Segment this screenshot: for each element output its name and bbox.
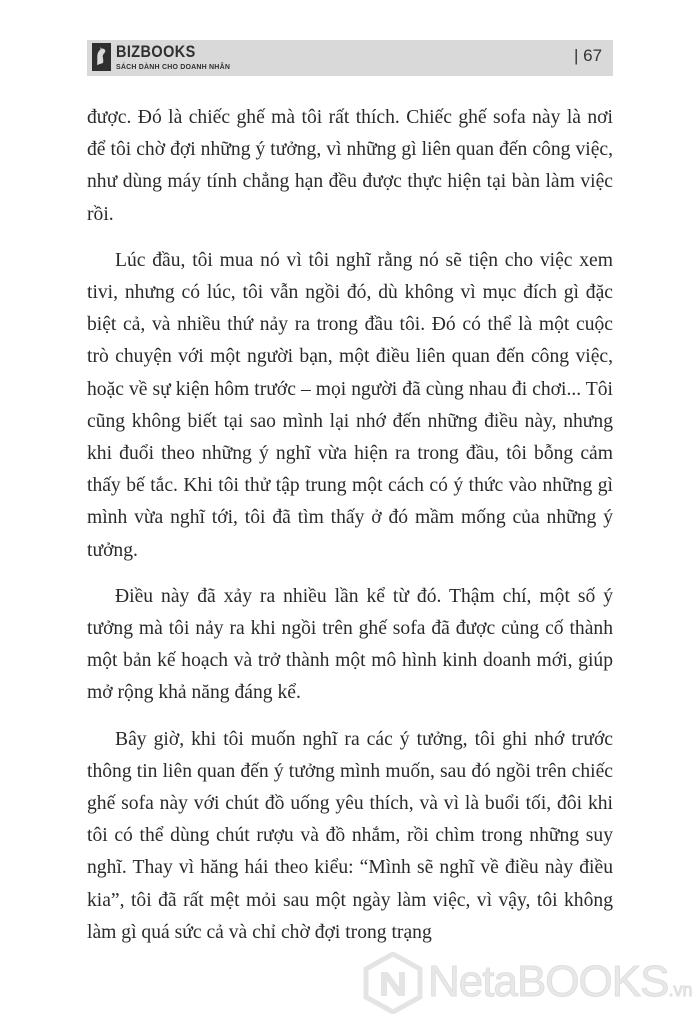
bizbooks-logo xyxy=(92,41,231,75)
paragraph-1: được. Đó là chiếc ghế mà tôi rất thích. Chiếc ghế sofa này là nơi để tôi chờ đợi những ý tưởng, vì những gì liên quan đến công việc, như dùng máy tính chẳng hạn đều được thực hiện tại bàn làm việc rồi. xyxy=(87,107,613,225)
paragraph-4: Bây giờ, khi tôi muốn nghĩ ra các ý tưởng, tôi ghi nhớ trước thông tin liên quan đến ý tưởng mình muốn, sau đó ngồi trên chiếc ghế sofa này với chút đồ uống yêu thích, và vì là buổi tối, đôi khi tôi có thể dùng chút rượu và đồ nhắm, rồi chìm trong những suy nghĩ. Thay vì hăng hái theo kiểu: “Mình sẽ nghĩ về điều này điều kia”, tôi đã rất mệt mỏi sau một ngày làm việc, vì vậy, tôi không làm gì quá sức cả và chỉ chờ đợi trong trạng xyxy=(87,728,613,943)
page-number: | 67 xyxy=(574,46,603,65)
netabooks-n-icon xyxy=(362,952,424,1014)
watermark-suffix: .vn xyxy=(668,980,693,1000)
watermark-name: NetaBOOKS xyxy=(428,957,669,1006)
netabooks-watermark xyxy=(362,948,694,1018)
bizbooks-horse-icon xyxy=(92,43,111,71)
paragraph-2: Lúc đầu, tôi mua nó vì tôi nghĩ rằng nó sẽ tiện cho việc xem tivi, nhưng có lúc, tôi vẫn ngồi đó, dù không vì mục đích gì đặc biệt cả, và nhiều thứ nảy ra trong đầu tôi. Đó có thể là một cuộc trò chuyện với một người bạn, một điều liên quan đến công việc, hoặc về sự kiện hôm trước – mọi người đã cùng nhau đi chơi... Tôi cũng không biết tại sao mình lại nhớ đến những điều này, nhưng khi đuổi theo những ý nghĩ vừa hiện ra trong đầu, tôi bỗng cảm thấy bế tắc. Khi tôi thử tập trung một cách có ý thức vào những gì mình vừa nghĩ tới, tôi đã tìm thấy ở đó mầm mống của những ý tưởng. xyxy=(87,249,613,561)
body-text xyxy=(87,102,613,963)
brand-name: BIZBOOKS xyxy=(116,42,196,61)
brand-tagline: SÁCH DÀNH CHO DOANH NHÂN xyxy=(116,64,231,71)
paragraph-3: Điều này đã xảy ra nhiều lần kể từ đó. Thậm chí, một số ý tưởng mà tôi nảy ra khi ngồi trên ghế sofa đã được củng cố thành một bản kế hoạch và trở thành một mô hình kinh doanh mới, giúp mở rộng khả năng đáng kể. xyxy=(87,585,613,704)
watermark-text xyxy=(428,956,692,1016)
